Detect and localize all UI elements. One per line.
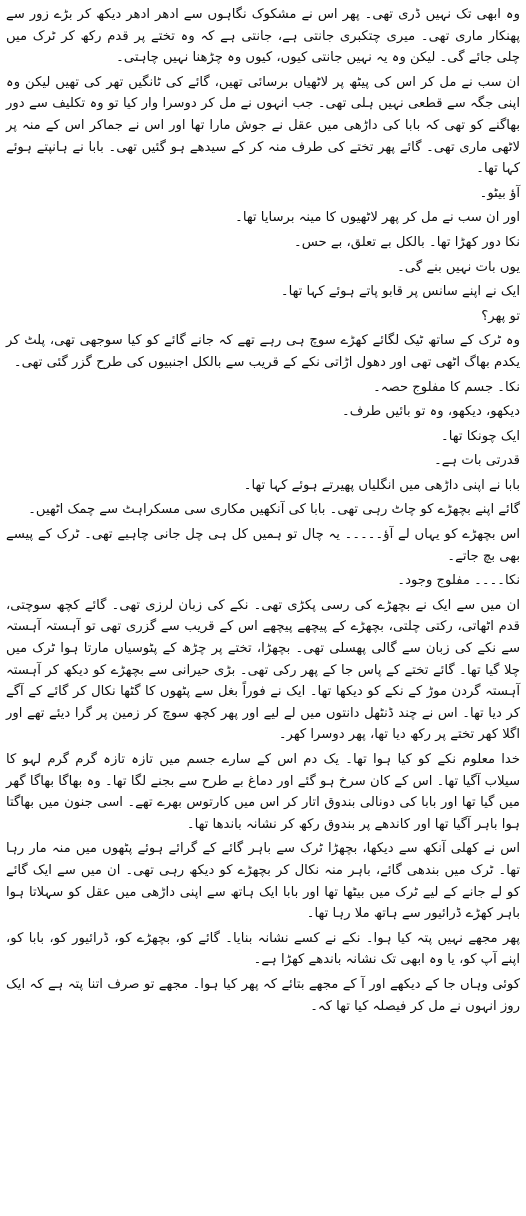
paragraph: ایک چونکا تھا۔ xyxy=(441,428,520,444)
dialogue-line: آؤ بیٹو۔ xyxy=(479,185,520,201)
paragraph: کوئی وہاں جا کے دیکھے اور آ کے مجھے بتائے کہ پھر کیا ہوا۔ مجھے تو صرف اتنا پتہ ہے کہ ایک روز انہوں نے مل کر فیصلہ کیا تھا کہ۔ xyxy=(6,976,520,1014)
paragraph: پھر مجھے نہیں پتہ کیا ہوا۔ نکے نے کسے نشانہ بنایا۔ گائے کو، بچھڑے کو، ڈرائیور کو، بابا کو، اپنے آپ کو، یا وہ ابھی تک نشانہ باندھے کھڑا ہے۔ xyxy=(6,930,520,968)
paragraph: ان میں سے ایک نے بچھڑے کی رسی پکڑی تھی۔ نکے کی زبان لرزی تھی۔ گائے کچھ سوچتی، قدم اٹھاتی، رکتی چلتی، بچھڑے کے پیچھے پیچھے اس کے قریب سے گزری تھی تو آہستہ آہستہ سے نکے کی زبان سے گالی پھسلی تھی۔ بچھڑا، تختے پر چڑھ کے پٹوسیاں مارتا ہوا ٹرک میں چلا گیا تھا۔ گائے تختے کے پاس جا کے پھر رکی تھی۔ بڑی حیرانی سے بچھڑے کو دیکھ کر آہستہ آہستہ گردن موڑ کے نکے کو دیکھا تھا۔ ایک نے فوراً بغل سے پٹھوں کا گٹھا نکال کر گائے کے آگے کر دیا تھا۔ اس نے چند ڈنٹھل دانتوں میں لے لیے اور پھر کچھ سوچ کر زمین پر گرا دیئے تھے اور اگلا کھر تختے پر رکھ دیا تھا، پھر دوسرا کھر۔ xyxy=(6,597,520,743)
paragraph: بابا نے اپنی داڑھی میں انگلیاں پھیرتے ہوئے کہا تھا۔ xyxy=(243,477,520,493)
paragraph: ایک نے اپنے سانس پر قابو پاتے ہوئے کہا تھا۔ xyxy=(280,284,520,300)
paragraph: اس نے کھلی آنکھ سے دیکھا، بچھڑا ٹرک سے باہر گائے کے گرائے ہوئے پٹھوں میں منہ مار رہا تھا۔ ٹرک میں بندھی گائے، باہر منہ نکال کر بچھڑے کو دیکھ رہی تھی۔ ان میں سے ایک گائے کو لے جانے کے لیے ٹرک میں بیٹھا تھا اور بابا ایک ہاتھ سے اپنی داڑھی میں عقل کو سہلاتا ہوا باہر کھڑے ڈرائیور سے ہاتھ ملا رہا تھا۔ xyxy=(6,841,520,922)
paragraph: گائے اپنے بچھڑے کو چاٹ رہی تھی۔ بابا کی آنکھیں مکاری سی مسکراہٹ سے چمک اٹھیں۔ xyxy=(28,502,520,518)
dialogue-line: تو پھر؟ xyxy=(481,308,520,324)
paragraph: نکا دور کھڑا تھا۔ بالکل بے تعلق، بے حس۔ xyxy=(293,234,520,250)
dialogue-line: قدرتی بات ہے۔ xyxy=(434,453,520,469)
dialogue-line: یوں بات نہیں بنے گی۔ xyxy=(397,259,520,275)
dialogue-line: دیکھو، دیکھو، وہ تو بائیں طرف۔ xyxy=(341,404,520,420)
dialogue-line: اس بچھڑے کو یہاں لے آؤ۔۔۔۔۔ یہ چال تو ہمیں کل ہی چل جانی چاہیے تھی۔ ٹرک کے پیسے بھی بچ جاتے۔ xyxy=(6,527,520,564)
paragraph: وہ ٹرک کے ساتھ ٹیک لگائے کھڑے سوچ ہی رہے تھے کہ جانے گائے کو کیا سوجھی تھی، پلٹ کر یکدم بھاگ اٹھی تھی اور دھول اڑاتی نکے کے قریب سے بالکل اجنبیوں کی طرح گزر گئی تھی۔ xyxy=(6,333,520,370)
paragraph: وہ ابھی تک نہیں ڈری تھی۔ پھر اس نے مشکوک نگاہوں سے ادھر ادھر دیکھ کر بڑے زور سے پھنکار ماری تھی۔ میری چتکبری جانتی ہے، جانتی ہے کہ وہ تختے پر قدم رکھ کر ٹرک میں چلی جائے گی۔ لیکن وہ یہ نہیں جانتی کیوں، کیوں وہ چڑھنا نہیں چاہتی۔ xyxy=(6,7,520,66)
paragraph: خدا معلوم نکے کو کیا ہوا تھا۔ یک دم اس کے سارے جسم میں تازہ تازہ گرم گرم لہو کا سیلاب آگیا تھا۔ اس کے کان سرخ ہو گئے اور دماغ بے طرح سے بجنے لگا تھا۔ وہ بھاگا بھاگا گھر میں گیا تھا اور بابا کی دونالی بندوق اتار کر اس میں کارتوس بھرے تھے۔ اسی جنون میں بھاگتا ہوا باہر آگیا تھا اور کاندھے پر بندوق رکھ کر نشانہ باندھا تھا۔ xyxy=(6,752,520,832)
paragraph: نکا۔ جسم کا مفلوج حصہ۔ xyxy=(373,379,520,395)
paragraph: اور ان سب نے مل کر پھر لاٹھیوں کا مینہ برسایا تھا۔ xyxy=(235,210,520,226)
paragraph: نکا۔۔۔۔ مفلوج وجود۔ xyxy=(397,573,520,589)
paragraph: ان سب نے مل کر اس کی پیٹھ پر لاٹھیاں برسائی تھیں، گائے کی ٹانگیں تھر کی تھیں لیکن وہ اپنی جگہ سے قطعی نہیں ہلی تھی۔ جب انہوں نے مل کر دوسرا وار کیا تو وہ تکلیف سے دور بھاگنے کو تھی کہ بابا کی داڑھی میں عقل نے جوش مارا تھا اور اس نے جماکر اس کے منہ پر لاٹھی ماری تھی۔ گائے پھر تختے کی طرف منہ کر کے سیدھے ہو گئیں تھی۔ بابا نے ہانپتے ہوئے کہا تھا۔ xyxy=(6,74,520,177)
